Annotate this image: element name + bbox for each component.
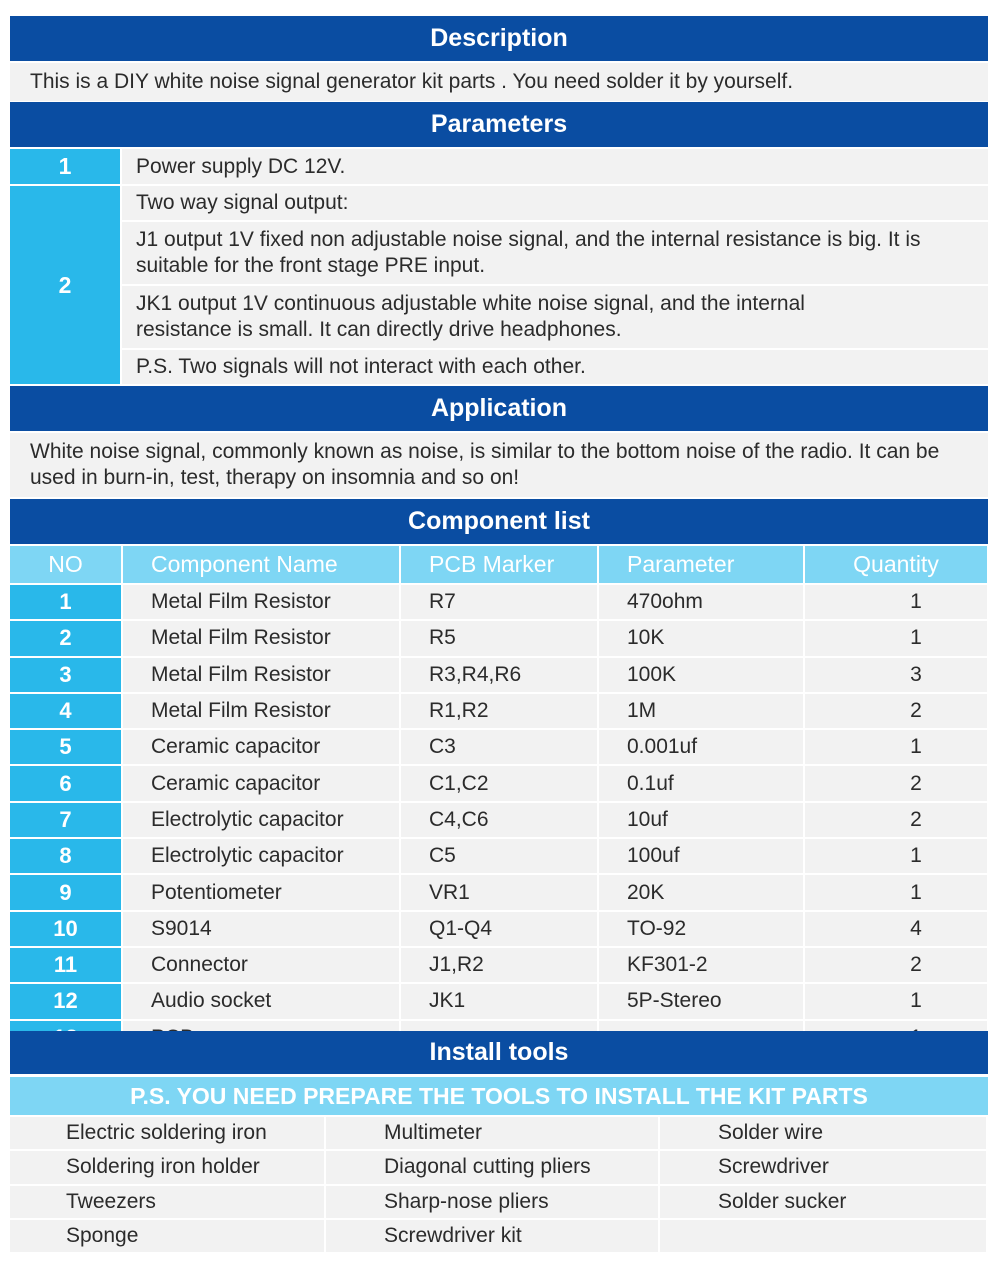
parameter-value: 0.1uf bbox=[598, 765, 804, 801]
quantity: 3 bbox=[804, 657, 988, 693]
table-row bbox=[10, 911, 988, 947]
table-row bbox=[10, 657, 988, 693]
param-2-line-1: Two way signal output: bbox=[122, 186, 988, 220]
component-name: Metal Film Resistor bbox=[122, 584, 400, 620]
component-name: Metal Film Resistor bbox=[122, 620, 400, 656]
component-list-header: Component list bbox=[10, 499, 988, 544]
tool-item: Multimeter bbox=[326, 1117, 660, 1151]
row-number: 4 bbox=[10, 693, 122, 729]
quantity: 1 bbox=[804, 620, 988, 656]
pcb-marker: J1,R2 bbox=[400, 947, 598, 983]
parameter-value: 20K bbox=[598, 874, 804, 910]
tool-item bbox=[660, 1220, 988, 1254]
row-number: 9 bbox=[10, 874, 122, 910]
parameter-value: KF301-2 bbox=[598, 947, 804, 983]
pcb-marker: C4,C6 bbox=[400, 802, 598, 838]
quantity: 2 bbox=[804, 693, 988, 729]
quantity: 4 bbox=[804, 911, 988, 947]
component-name: Electrolytic capacitor bbox=[122, 802, 400, 838]
pcb-marker: JK1 bbox=[400, 983, 598, 1019]
tool-item: Sponge bbox=[10, 1220, 326, 1254]
parameter-value: 100K bbox=[598, 657, 804, 693]
tool-item: Solder wire bbox=[660, 1117, 988, 1151]
pcb-marker: C3 bbox=[400, 729, 598, 765]
row-number: 2 bbox=[10, 620, 122, 656]
row-number: 6 bbox=[10, 765, 122, 801]
tools-notice-banner: P.S. YOU NEED PREPARE THE TOOLS TO INSTALL THE KIT PARTS bbox=[10, 1077, 988, 1115]
parameter-value: 470ohm bbox=[598, 584, 804, 620]
pcb-marker: R5 bbox=[400, 620, 598, 656]
pcb-marker: C1,C2 bbox=[400, 765, 598, 801]
pcb-marker: C5 bbox=[400, 838, 598, 874]
component-name: Metal Film Resistor bbox=[122, 657, 400, 693]
pcb-marker: R7 bbox=[400, 584, 598, 620]
description-header: Description bbox=[10, 16, 988, 61]
table-row bbox=[10, 729, 988, 765]
column-header-component-name: Component Name bbox=[122, 546, 400, 584]
component-table-header-row bbox=[10, 546, 988, 584]
tool-item: Tweezers bbox=[10, 1186, 326, 1220]
table-row bbox=[10, 765, 988, 801]
quantity: 1 bbox=[804, 983, 988, 1019]
table-row bbox=[10, 802, 988, 838]
quantity: 1 bbox=[804, 729, 988, 765]
table-row bbox=[10, 693, 988, 729]
install-tools-header: Install tools bbox=[10, 1031, 988, 1074]
parameter-value: 100uf bbox=[598, 838, 804, 874]
table-row bbox=[10, 620, 988, 656]
parameter-value: 10K bbox=[598, 620, 804, 656]
tool-item: Sharp-nose pliers bbox=[326, 1186, 660, 1220]
row-number: 11 bbox=[10, 947, 122, 983]
row-number: 5 bbox=[10, 729, 122, 765]
tool-item: Electric soldering iron bbox=[10, 1117, 326, 1151]
param-2-line-2: J1 output 1V fixed non adjustable noise signal, and the internal resistance is big. It is suitable for the front stage PRE input. bbox=[122, 222, 988, 284]
parameter-value: 1M bbox=[598, 693, 804, 729]
table-row bbox=[10, 584, 988, 620]
parameter-value: 10uf bbox=[598, 802, 804, 838]
pcb-marker: R1,R2 bbox=[400, 693, 598, 729]
param-2-line-4: P.S. Two signals will not interact with each other. bbox=[122, 350, 988, 384]
row-number: 12 bbox=[10, 983, 122, 1019]
quantity: 1 bbox=[804, 584, 988, 620]
row-number: 3 bbox=[10, 657, 122, 693]
component-name: Potentiometer bbox=[122, 874, 400, 910]
column-header-pcb-marker: PCB Marker bbox=[400, 546, 598, 584]
tool-item: Solder sucker bbox=[660, 1186, 988, 1220]
parameter-value: TO-92 bbox=[598, 911, 804, 947]
column-header-parameter: Parameter bbox=[598, 546, 804, 584]
param-2-number: 2 bbox=[10, 186, 120, 384]
param-1-number: 1 bbox=[10, 149, 120, 184]
component-name: Ceramic capacitor bbox=[122, 729, 400, 765]
table-row bbox=[10, 874, 988, 910]
row-number: 7 bbox=[10, 802, 122, 838]
application-header: Application bbox=[10, 386, 988, 431]
tool-item: Screwdriver kit bbox=[326, 1220, 660, 1254]
tool-item: Screwdriver bbox=[660, 1151, 988, 1185]
quantity: 1 bbox=[804, 838, 988, 874]
pcb-marker: R3,R4,R6 bbox=[400, 657, 598, 693]
param-2-line-3: JK1 output 1V continuous adjustable white noise signal, and the internal resistance is small. It can directly drive headphones. bbox=[122, 286, 988, 348]
quantity: 2 bbox=[804, 765, 988, 801]
component-name: Metal Film Resistor bbox=[122, 693, 400, 729]
table-row bbox=[10, 947, 988, 983]
parameter-value: 5P-Stereo bbox=[598, 983, 804, 1019]
component-name: S9014 bbox=[122, 911, 400, 947]
param-1-text: Power supply DC 12V. bbox=[122, 149, 988, 184]
tool-item: Soldering iron holder bbox=[10, 1151, 326, 1185]
column-header-no: NO bbox=[10, 546, 122, 584]
pcb-marker: VR1 bbox=[400, 874, 598, 910]
quantity: 2 bbox=[804, 802, 988, 838]
row-number: 1 bbox=[10, 584, 122, 620]
description-text: This is a DIY white noise signal generator kit parts . You need solder it by yourself. bbox=[10, 63, 988, 101]
application-text: White noise signal, commonly known as noise, is similar to the bottom noise of the radio. It can be used in burn-in, test, therapy on insomnia and so on! bbox=[10, 433, 988, 497]
tool-item: Diagonal cutting pliers bbox=[326, 1151, 660, 1185]
table-row bbox=[10, 983, 988, 1019]
column-header-quantity: Quantity bbox=[804, 546, 988, 584]
quantity: 1 bbox=[804, 874, 988, 910]
component-table bbox=[10, 546, 989, 1057]
component-name: Audio socket bbox=[122, 983, 400, 1019]
row-number: 8 bbox=[10, 838, 122, 874]
row-number: 10 bbox=[10, 911, 122, 947]
component-name: Connector bbox=[122, 947, 400, 983]
table-row bbox=[10, 838, 988, 874]
tools-grid bbox=[10, 1117, 988, 1254]
pcb-marker: Q1-Q4 bbox=[400, 911, 598, 947]
parameter-value: 0.001uf bbox=[598, 729, 804, 765]
component-name: Ceramic capacitor bbox=[122, 765, 400, 801]
quantity: 2 bbox=[804, 947, 988, 983]
component-name: Electrolytic capacitor bbox=[122, 838, 400, 874]
parameters-header: Parameters bbox=[10, 102, 988, 147]
